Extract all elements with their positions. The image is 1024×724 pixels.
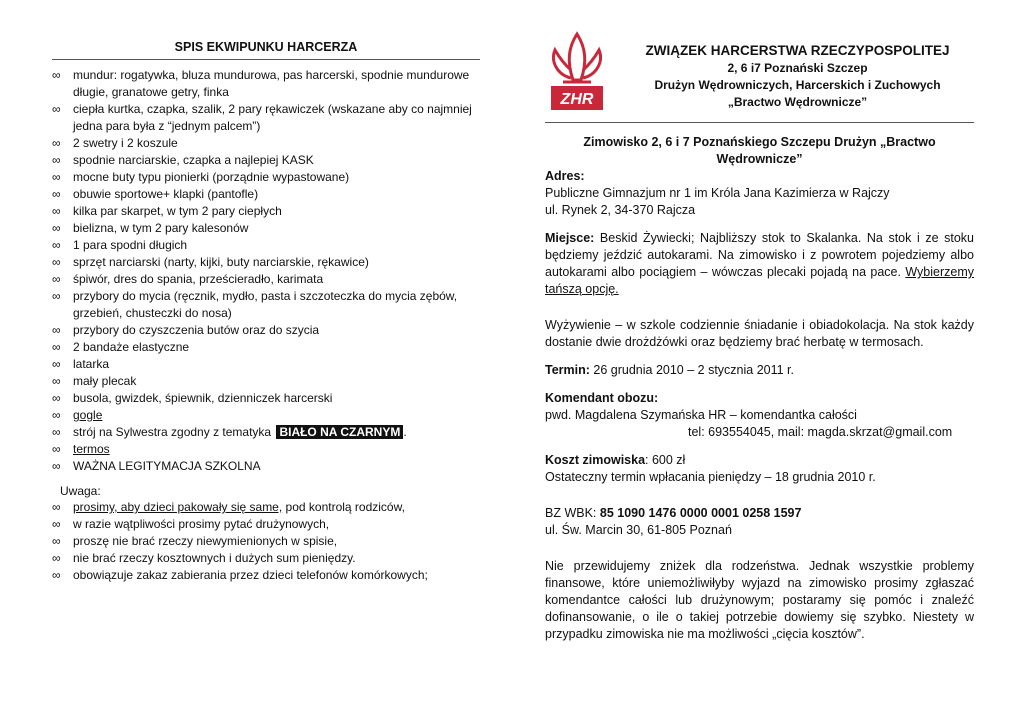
commander-name: pwd. Magdalena Szymańska HR – komendantka całości (545, 408, 857, 422)
infinity-bullet-icon: ∞ (52, 187, 61, 201)
list-item: ∞ bielizna, w tym 2 pary kalesonów (52, 221, 249, 235)
list-item: ∞ gogle (52, 408, 103, 422)
place-paragraph: Miejsce: Beskid Żywiecki; Najbliższy stok to Skalanka. Na stok i ze stoku będziemy jeździć autokarami. Na zimowisko i z powrotem pojedziemy albo autokarami albo pociągiem – wówczas plecaki pojadą na pace. Wybierzemy tańszą opcję. (545, 231, 974, 296)
infinity-bullet-icon: ∞ (52, 221, 61, 235)
infinity-bullet-icon: ∞ (52, 517, 61, 531)
infinity-bullet-icon: ∞ (52, 374, 61, 388)
food-paragraph: Wyżywienie – w szkole codziennie śniadanie i obiadokolacja. Na stok każdy dostanie dwie drożdżówki oraz będziemy brać herbatę w termosach. (545, 318, 974, 349)
bank-line (545, 505, 974, 522)
infinity-bullet-icon: ∞ (52, 500, 61, 514)
list-item: ∞ obuwie sportowe+ klapki (pantofle) (52, 187, 259, 201)
address-block (545, 168, 974, 219)
infinity-bullet-icon: ∞ (52, 170, 61, 184)
place-label: Miejsce: (545, 231, 595, 245)
term-dates: 26 grudnia 2010 – 2 stycznia 2011 r. (589, 363, 794, 377)
list-item: ∞ ciepła kurtka, czapka, szalik, 2 pary rękawiczek (wskazane aby co najmniej jedna para była z “jednym palcem”) (52, 102, 472, 133)
infinity-bullet-icon: ∞ (52, 534, 61, 548)
note-item: ∞ w razie wątpliwości prosimy pytać drużynowych, (52, 517, 330, 531)
address-line-1: Publiczne Gimnazjum nr 1 im Króla Jana Kazimierza w Rajczy (545, 186, 890, 200)
infinity-bullet-icon: ∞ (52, 204, 61, 218)
infinity-bullet-icon: ∞ (52, 459, 61, 473)
commander-contact: tel: 693554045, mail: magda.skrzat@gmail.com (688, 425, 953, 439)
list-item: ∞ spodnie narciarskie, czapka a najlepiej KASK (52, 153, 314, 167)
infinity-bullet-icon: ∞ (52, 68, 61, 82)
note-item: ∞ obowiązuje zakaz zabierania przez dzieci telefonów komórkowych; (52, 568, 428, 582)
notes-list (52, 499, 480, 516)
cost-amount: : 600 zł (645, 453, 686, 467)
cost-block (545, 452, 974, 486)
infinity-bullet-icon: ∞ (52, 408, 61, 422)
infinity-bullet-icon: ∞ (52, 551, 61, 565)
note-item: ∞ nie brać rzeczy kosztownych i dużych sum pieniędzy. (52, 551, 356, 565)
commander-label: Komendant obozu: (545, 391, 659, 405)
infinity-bullet-icon: ∞ (52, 323, 61, 337)
list-item: ∞ strój na Sylwestra zgodny z tematyka BIAŁO NA CZARNYM . (52, 425, 407, 439)
address-label: Adres: (545, 169, 585, 183)
term-label: Termin: (545, 363, 590, 377)
discount-paragraph: Nie przewidujemy zniżek dla rodzeństwa. Jednak wszystkie problemy finansowe, które uniemożliwiłyby wyjazd na zimowisko prosimy zgłaszać komendantce całości lub drużynowym; postaramy się pomóc i znaleźć dofinansowanie, o ile o takiej potrzebie dowiemy się szybko. Niestety w przypadku zimowiska nie ma możliwości „cięcia kosztów”. (545, 559, 974, 641)
list-item: ∞ 1 para spodni długich (52, 238, 188, 252)
camp-title: Zimowisko 2, 6 i 7 Poznańskiego Szczepu Drużyn „Bractwo Wędrownicze” (583, 135, 936, 166)
cost-line (545, 452, 974, 469)
equipment-list-extra (52, 407, 480, 475)
note-title: Uwaga: (60, 484, 101, 498)
address-line-2: ul. Rynek 2, 34-370 Rajcza (545, 203, 696, 217)
org-name: ZWIĄZEK HARCERSTWA RZECZYPOSPOLITEJ (645, 43, 950, 58)
list-item: ∞ sprzęt narciarski (narty, kijki, buty narciarskie, rękawice) (52, 255, 369, 269)
camp-info-section (545, 30, 974, 643)
bank-account: 85 1090 1476 0000 0001 0258 1597 (599, 506, 802, 520)
list-item: ∞ przybory do mycia (ręcznik, mydło, pasta i szczoteczka do mycia zębów, grzebień, chusteczki do nosa) (52, 289, 458, 320)
list-item: ∞ termos (52, 442, 110, 456)
org-header (545, 30, 974, 123)
infinity-bullet-icon: ∞ (52, 136, 61, 150)
infinity-bullet-icon: ∞ (52, 357, 61, 371)
infinity-bullet-icon: ∞ (52, 255, 61, 269)
equipment-list (52, 67, 480, 407)
list-item: ∞ kilka par skarpet, w tym 2 pary ciepłych (52, 204, 282, 218)
org-units: Drużyn Wędrowniczych, Harcerskich i Zuchowych (654, 78, 941, 92)
list-item: ∞ mocne buty typu pionierki (porządnie wypastowane) (52, 170, 350, 184)
commander-block (545, 390, 974, 441)
infinity-bullet-icon: ∞ (52, 272, 61, 286)
list-item: ∞ busola, gwizdek, śpiewnik, dzienniczek harcerski (52, 391, 333, 405)
infinity-bullet-icon: ∞ (52, 289, 61, 303)
org-district: 2, 6 i7 Poznański Szczep (727, 61, 868, 75)
org-brotherhood: „Bractwo Wędrownicze” (727, 95, 868, 109)
equipment-list-section (52, 40, 480, 584)
bank-label: BZ WBK: (545, 506, 600, 520)
list-item: ∞ latarka (52, 357, 110, 371)
list-item: ∞ 2 swetry i 2 koszule (52, 136, 178, 150)
note-item: ∞ prosimy, aby dzieci pakowały się same, pod kontrolą rodziców, (52, 500, 405, 514)
list-item: ∞ WAŻNA LEGITYMACJA SZKOLNA (52, 459, 261, 473)
zhr-lily-logo-icon (545, 30, 609, 116)
list-item: ∞ 2 bandaże elastyczne (52, 340, 190, 354)
list-item: ∞ mały plecak (52, 374, 137, 388)
cheaper-option-note: Wybierzemy tańszą opcję. (545, 265, 974, 296)
infinity-bullet-icon: ∞ (52, 391, 61, 405)
infinity-bullet-icon: ∞ (52, 442, 61, 456)
note-item: ∞ proszę nie brać rzeczy niewymienionych w spisie, (52, 534, 338, 548)
notes-list-rest (52, 516, 480, 584)
infinity-bullet-icon: ∞ (52, 238, 61, 252)
infinity-bullet-icon: ∞ (52, 153, 61, 167)
term-line (545, 362, 974, 379)
infinity-bullet-icon: ∞ (52, 340, 61, 354)
list-item: ∞ mundur: rogatywka, bluza mundurowa, pas harcerski, spodnie mundurowe długie, granatowe getry, finka (52, 68, 470, 99)
bank-address: ul. Św. Marcin 30, 61-805 Poznań (545, 523, 732, 537)
infinity-bullet-icon: ∞ (52, 568, 61, 582)
list-item: ∞ śpiwór, dres do spania, prześcieradło, karimata (52, 272, 324, 286)
cost-label: Koszt zimowiska (545, 453, 646, 467)
infinity-bullet-icon: ∞ (52, 102, 61, 116)
logo-text: ZHR (560, 91, 594, 108)
list-item: ∞ przybory do czyszczenia butów oraz do szycia (52, 323, 320, 337)
bank-block (545, 505, 974, 539)
infinity-bullet-icon: ∞ (52, 425, 61, 439)
costume-theme-highlight: BIAŁO NA CZARNYM (276, 425, 403, 439)
payment-deadline: Ostateczny termin wpłacania pieniędzy – 18 grudnia 2010 r. (545, 470, 876, 484)
equipment-list-title: SPIS EKWIPUNKU HARCERZA (52, 40, 480, 60)
org-name-block (621, 42, 974, 111)
